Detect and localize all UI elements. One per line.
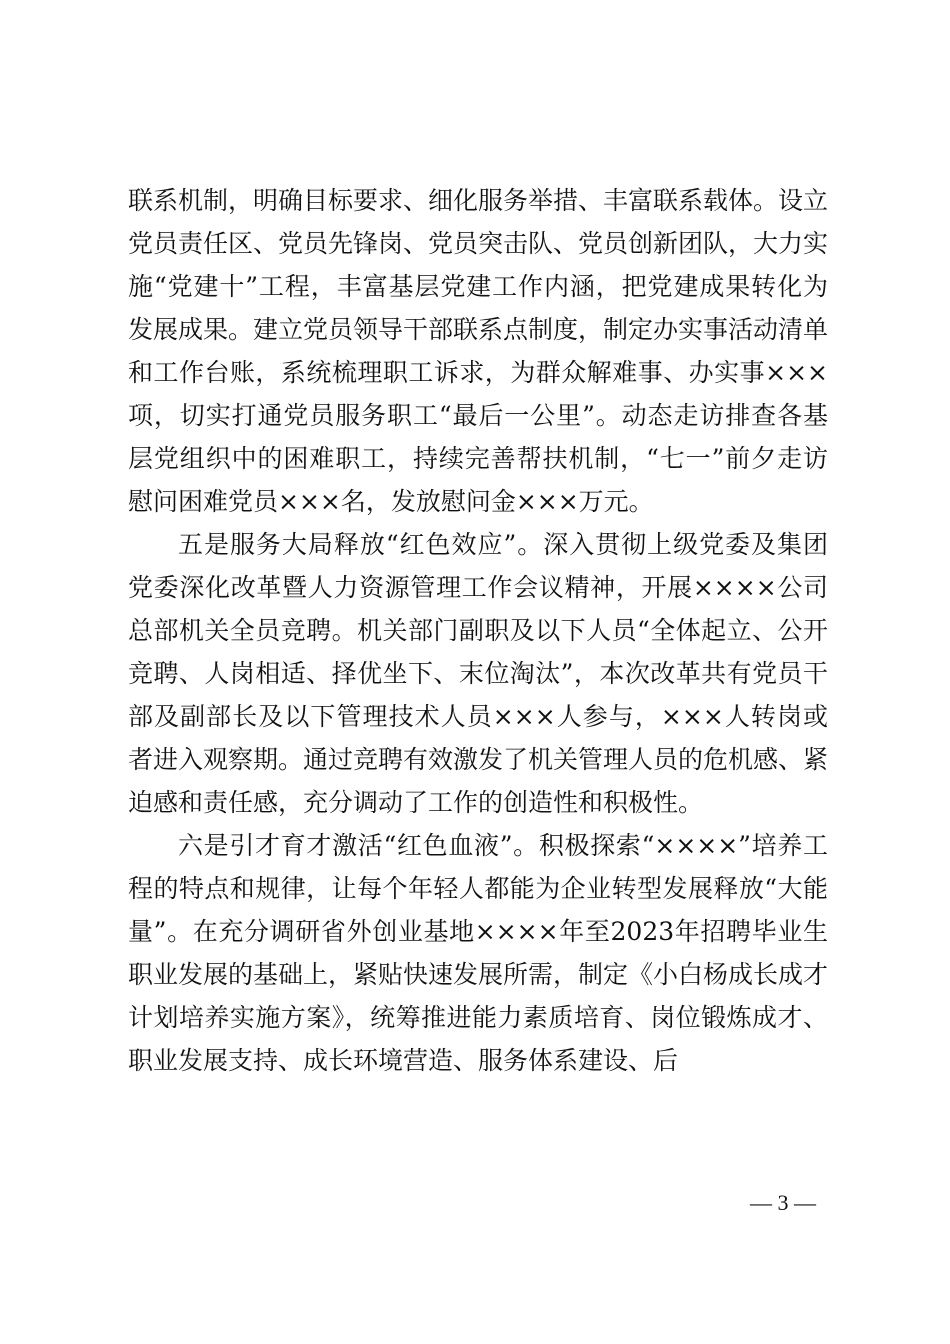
paragraph-2: 五是服务大局释放“红色效应”。深入贯彻上级党委及集团党委深化改革暨人力资源管理工作会议精神，开展××××公司总部机关全员竞聘。机关部门副职及以下人员“全体起立、公开竞聘、人岗相适、择优坐下、末位淘汰”，本次改革共有党员干部及副部长及以下管理技术人员×××人参与，×××人转岗或者进入观察期。通过竞聘有效激发了机关管理人员的危机感、紧迫感和责任感，充分调动了工作的创造性和积极性。	[128, 530, 829, 817]
paragraph-3: 六是引才育才激活“红色血液”。积极探索“××××”培养工程的特点和规律，让每个年轻人都能为企业转型发展释放“大能量”。在充分调研省外创业基地××××年至2023年招聘毕业生职业发展的基础上，紧贴快速发展所需，制定《小白杨成长成才计划培养实施方案》，统筹推进能力素质培育、岗位锻炼成才、职业发展支持、成长环境营造、服务体系建设、后	[128, 831, 829, 1075]
paragraph-1: 联系机制，明确目标要求、细化服务举措、丰富联系载体。设立党员责任区、党员先锋岗、党员突击队、党员创新团队，大力实施“党建十”工程，丰富基层党建工作内涵，把党建成果转化为发展成果。建立党员领导干部联系点制度，制定办实事活动清单和工作台账，系统梳理职工诉求，为群众解难事、办实事×××项，切实打通党员服务职工“最后一公里”。动态走访排查各基层党组织中的困难职工，持续完善帮扶机制，“七一”前夕走访慰问困难党员×××名，发放慰问金×××万元。	[128, 186, 829, 516]
document-body	[128, 179, 828, 1082]
page-number: — 3 —	[750, 1190, 816, 1215]
